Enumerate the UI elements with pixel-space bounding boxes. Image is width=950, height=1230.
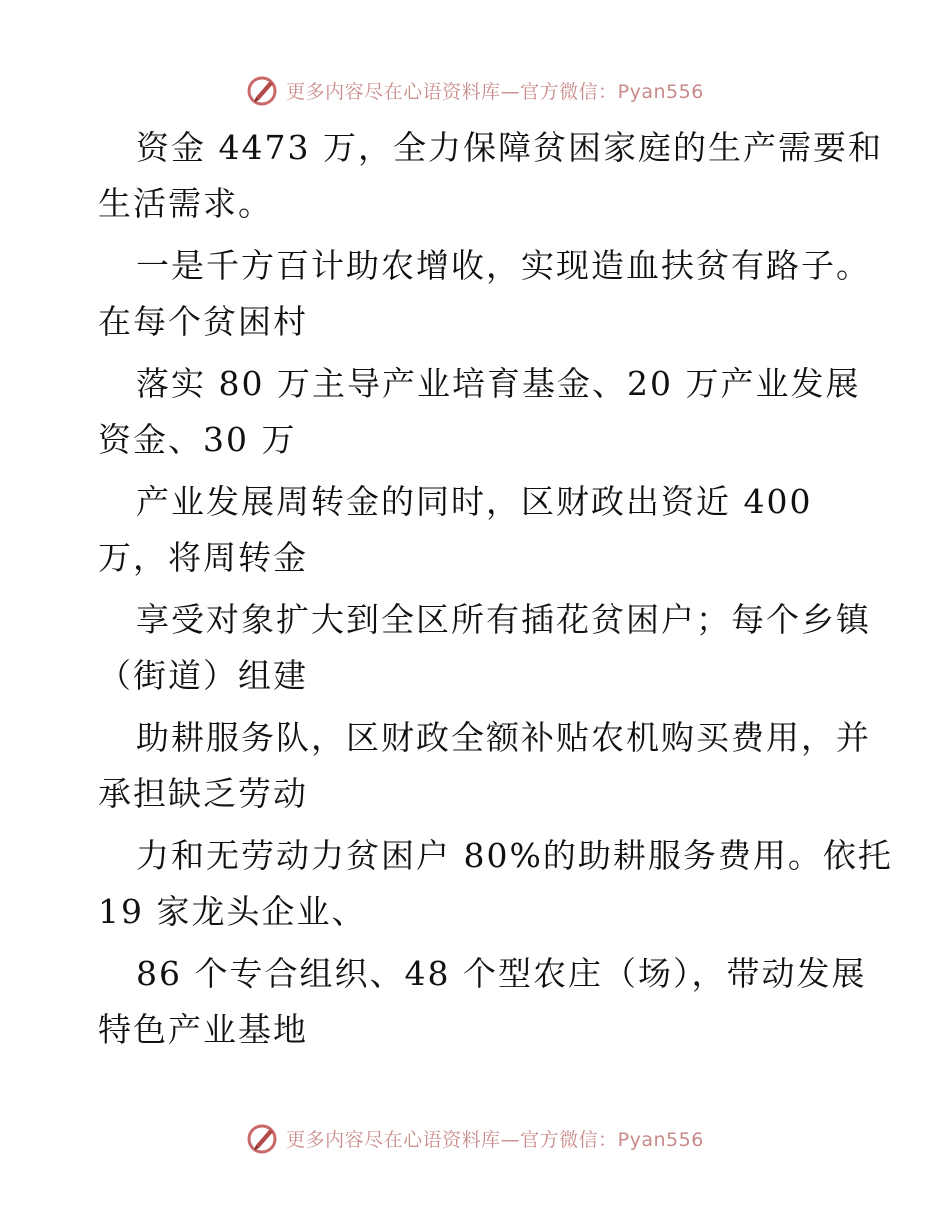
body-line: 在每个贫困村: [98, 302, 308, 341]
header-watermark-banner: [0, 70, 950, 110]
body-line: 落实 80 万主导产业培育基金、20 万产业发展: [136, 364, 861, 403]
pen-circle-logo-icon: [246, 73, 280, 107]
body-line: 享受对象扩大到全区所有插花贫困户；每个乡镇: [136, 600, 871, 639]
body-line: 资金 4473 万，全力保障贫困家庭的生产需要和: [136, 128, 883, 167]
body-line: 资金、30 万: [98, 420, 297, 459]
pen-circle-logo-icon: [246, 1121, 280, 1155]
body-line: 力和无劳动力贫困户 80%的助耕服务费用。依托: [136, 836, 893, 875]
body-line: 产业发展周转金的同时，区财政出资近 400: [136, 482, 813, 521]
body-line: 助耕服务队，区财政全额补贴农机购买费用，并: [136, 718, 871, 757]
body-line: 万，将周转金: [98, 538, 308, 577]
body-line: 生活需求。: [98, 184, 273, 223]
body-line: 86 个专合组织、48 个型农庄（场），带动发展: [136, 954, 867, 993]
body-line: 承担缺乏劳动: [98, 774, 308, 813]
header-watermark-text: 更多内容尽在心语资料库—官方微信：Pyan556: [286, 80, 704, 103]
footer-watermark-banner: [0, 1118, 950, 1158]
footer-watermark-text: 更多内容尽在心语资料库—官方微信：Pyan556: [286, 1128, 704, 1151]
body-line: 特色产业基地: [98, 1010, 308, 1049]
body-line: 19 家龙头企业、: [98, 892, 367, 931]
body-line: 一是千方百计助农增收，实现造血扶贫有路子。: [136, 246, 871, 285]
body-line: （街道）组建: [98, 656, 308, 695]
